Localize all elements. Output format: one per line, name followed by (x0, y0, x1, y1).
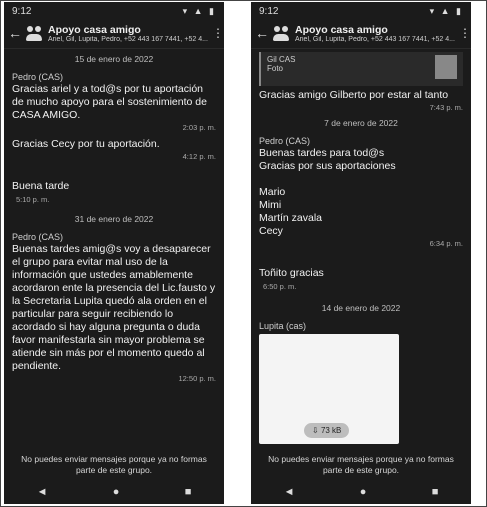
message-text: Gracias Cecy por tu aportación. (12, 138, 160, 150)
message-row (259, 254, 463, 293)
quote-author: Gil CAS (267, 55, 296, 64)
message-time: 6:34 p. m. (429, 239, 463, 248)
download-size-badge[interactable]: ⇩ 73 kB (304, 423, 349, 438)
phone-screen-right (251, 2, 471, 504)
message-text: Buena tarde (12, 180, 70, 192)
chat-participants: Ariel, Gil, Lupita, Pedro, +52 443 167 7441, +52 4... (48, 35, 208, 43)
nav-recent-icon[interactable]: ■ (431, 486, 439, 498)
nav-back-icon[interactable]: ◄ (283, 486, 295, 498)
chat-header (251, 18, 471, 49)
image-attachment[interactable] (259, 334, 399, 444)
quote-text: Foto (267, 64, 284, 73)
message-text: Buenas tardes amig@s voy a desaparecer el grupo para evitar mal uso de la información que ustedes amablemente acordaron ente la presencia del Lic.fausto y la Secretaria Lupita quedó ala orden en el particular para seguir recibiendo lo acordado si hay alguna pregunta o duda favor manifestarla sin mayor problema se atiende sin más por el momento quedo al pendiente. (12, 243, 216, 372)
date-separator: 14 de enero de 2022 (321, 303, 401, 313)
message-list (251, 50, 471, 454)
back-arrow-icon[interactable]: ← (255, 25, 269, 41)
message-sender: Lupita (cas) (259, 321, 307, 331)
message-time: 4:12 p. m. (182, 152, 216, 161)
message-list (4, 50, 224, 454)
message-text: Buenas tardes para tod@s Gracias por sus aportaciones Mario Mimi Martín zavala Cecy (259, 147, 396, 237)
phone-screen-left (4, 2, 224, 504)
message-time: 6:50 p. m. (263, 282, 297, 291)
message-text: Toñito gracias (259, 267, 324, 279)
nav-home-icon[interactable]: ● (112, 486, 120, 498)
chat-title-area[interactable] (48, 24, 212, 43)
message-text: Gracias ariel y a tod@s por tu aportación de mucho apoyo para el sostenimiento de CASA AMIGO. (12, 83, 207, 121)
android-nav-bar (251, 480, 471, 504)
status-bar (251, 2, 471, 18)
read-only-notice: No puedes enviar mensajes porque ya no formas parte de este grupo. (21, 454, 207, 475)
quote-thumbnail (435, 55, 457, 79)
read-only-notice: No puedes enviar mensajes porque ya no formas parte de este grupo. (268, 454, 454, 475)
status-time: 9:12 (259, 5, 279, 17)
message-time: 7:43 p. m. (429, 103, 463, 112)
android-nav-bar (4, 480, 224, 504)
status-icons: ▾ ▲ ▮ (429, 5, 463, 16)
more-options-icon[interactable]: ⋮ (459, 26, 471, 40)
date-separator: 15 de enero de 2022 (74, 54, 154, 64)
image-size: 73 kB (320, 426, 342, 435)
group-avatar-icon[interactable] (272, 24, 290, 42)
more-options-icon[interactable]: ⋮ (212, 26, 224, 40)
message-time: 5:10 p. m. (16, 195, 50, 204)
message-time: 12:50 p. m. (178, 374, 216, 383)
chat-header (4, 18, 224, 49)
chat-participants: Ariel, Gil, Lupita, Pedro, +52 443 167 7441, +52 4... (295, 35, 455, 43)
quoted-message[interactable] (259, 52, 463, 86)
message-text: Gracias amigo Gilberto por estar al tanto (259, 89, 449, 101)
status-icons: ▾ ▲ ▮ (182, 5, 216, 16)
date-separator: 7 de enero de 2022 (324, 118, 398, 128)
message-sender: Pedro (CAS) (12, 232, 64, 242)
status-bar (4, 2, 224, 18)
nav-recent-icon[interactable]: ■ (184, 486, 192, 498)
message-sender: Pedro (CAS) (12, 72, 64, 82)
group-avatar-icon[interactable] (25, 24, 43, 42)
date-separator: 31 de enero de 2022 (74, 214, 154, 224)
message-sender: Pedro (CAS) (259, 136, 311, 146)
nav-home-icon[interactable]: ● (359, 486, 367, 498)
message-row (12, 167, 216, 206)
chat-title: Apoyo casa amigo (48, 23, 141, 36)
status-time: 9:12 (12, 5, 32, 17)
chat-title: Apoyo casa amigo (295, 23, 388, 36)
message-time: 2:03 p. m. (182, 123, 216, 132)
chat-title-area[interactable] (295, 24, 459, 43)
back-arrow-icon[interactable]: ← (8, 25, 22, 41)
nav-back-icon[interactable]: ◄ (36, 486, 48, 498)
